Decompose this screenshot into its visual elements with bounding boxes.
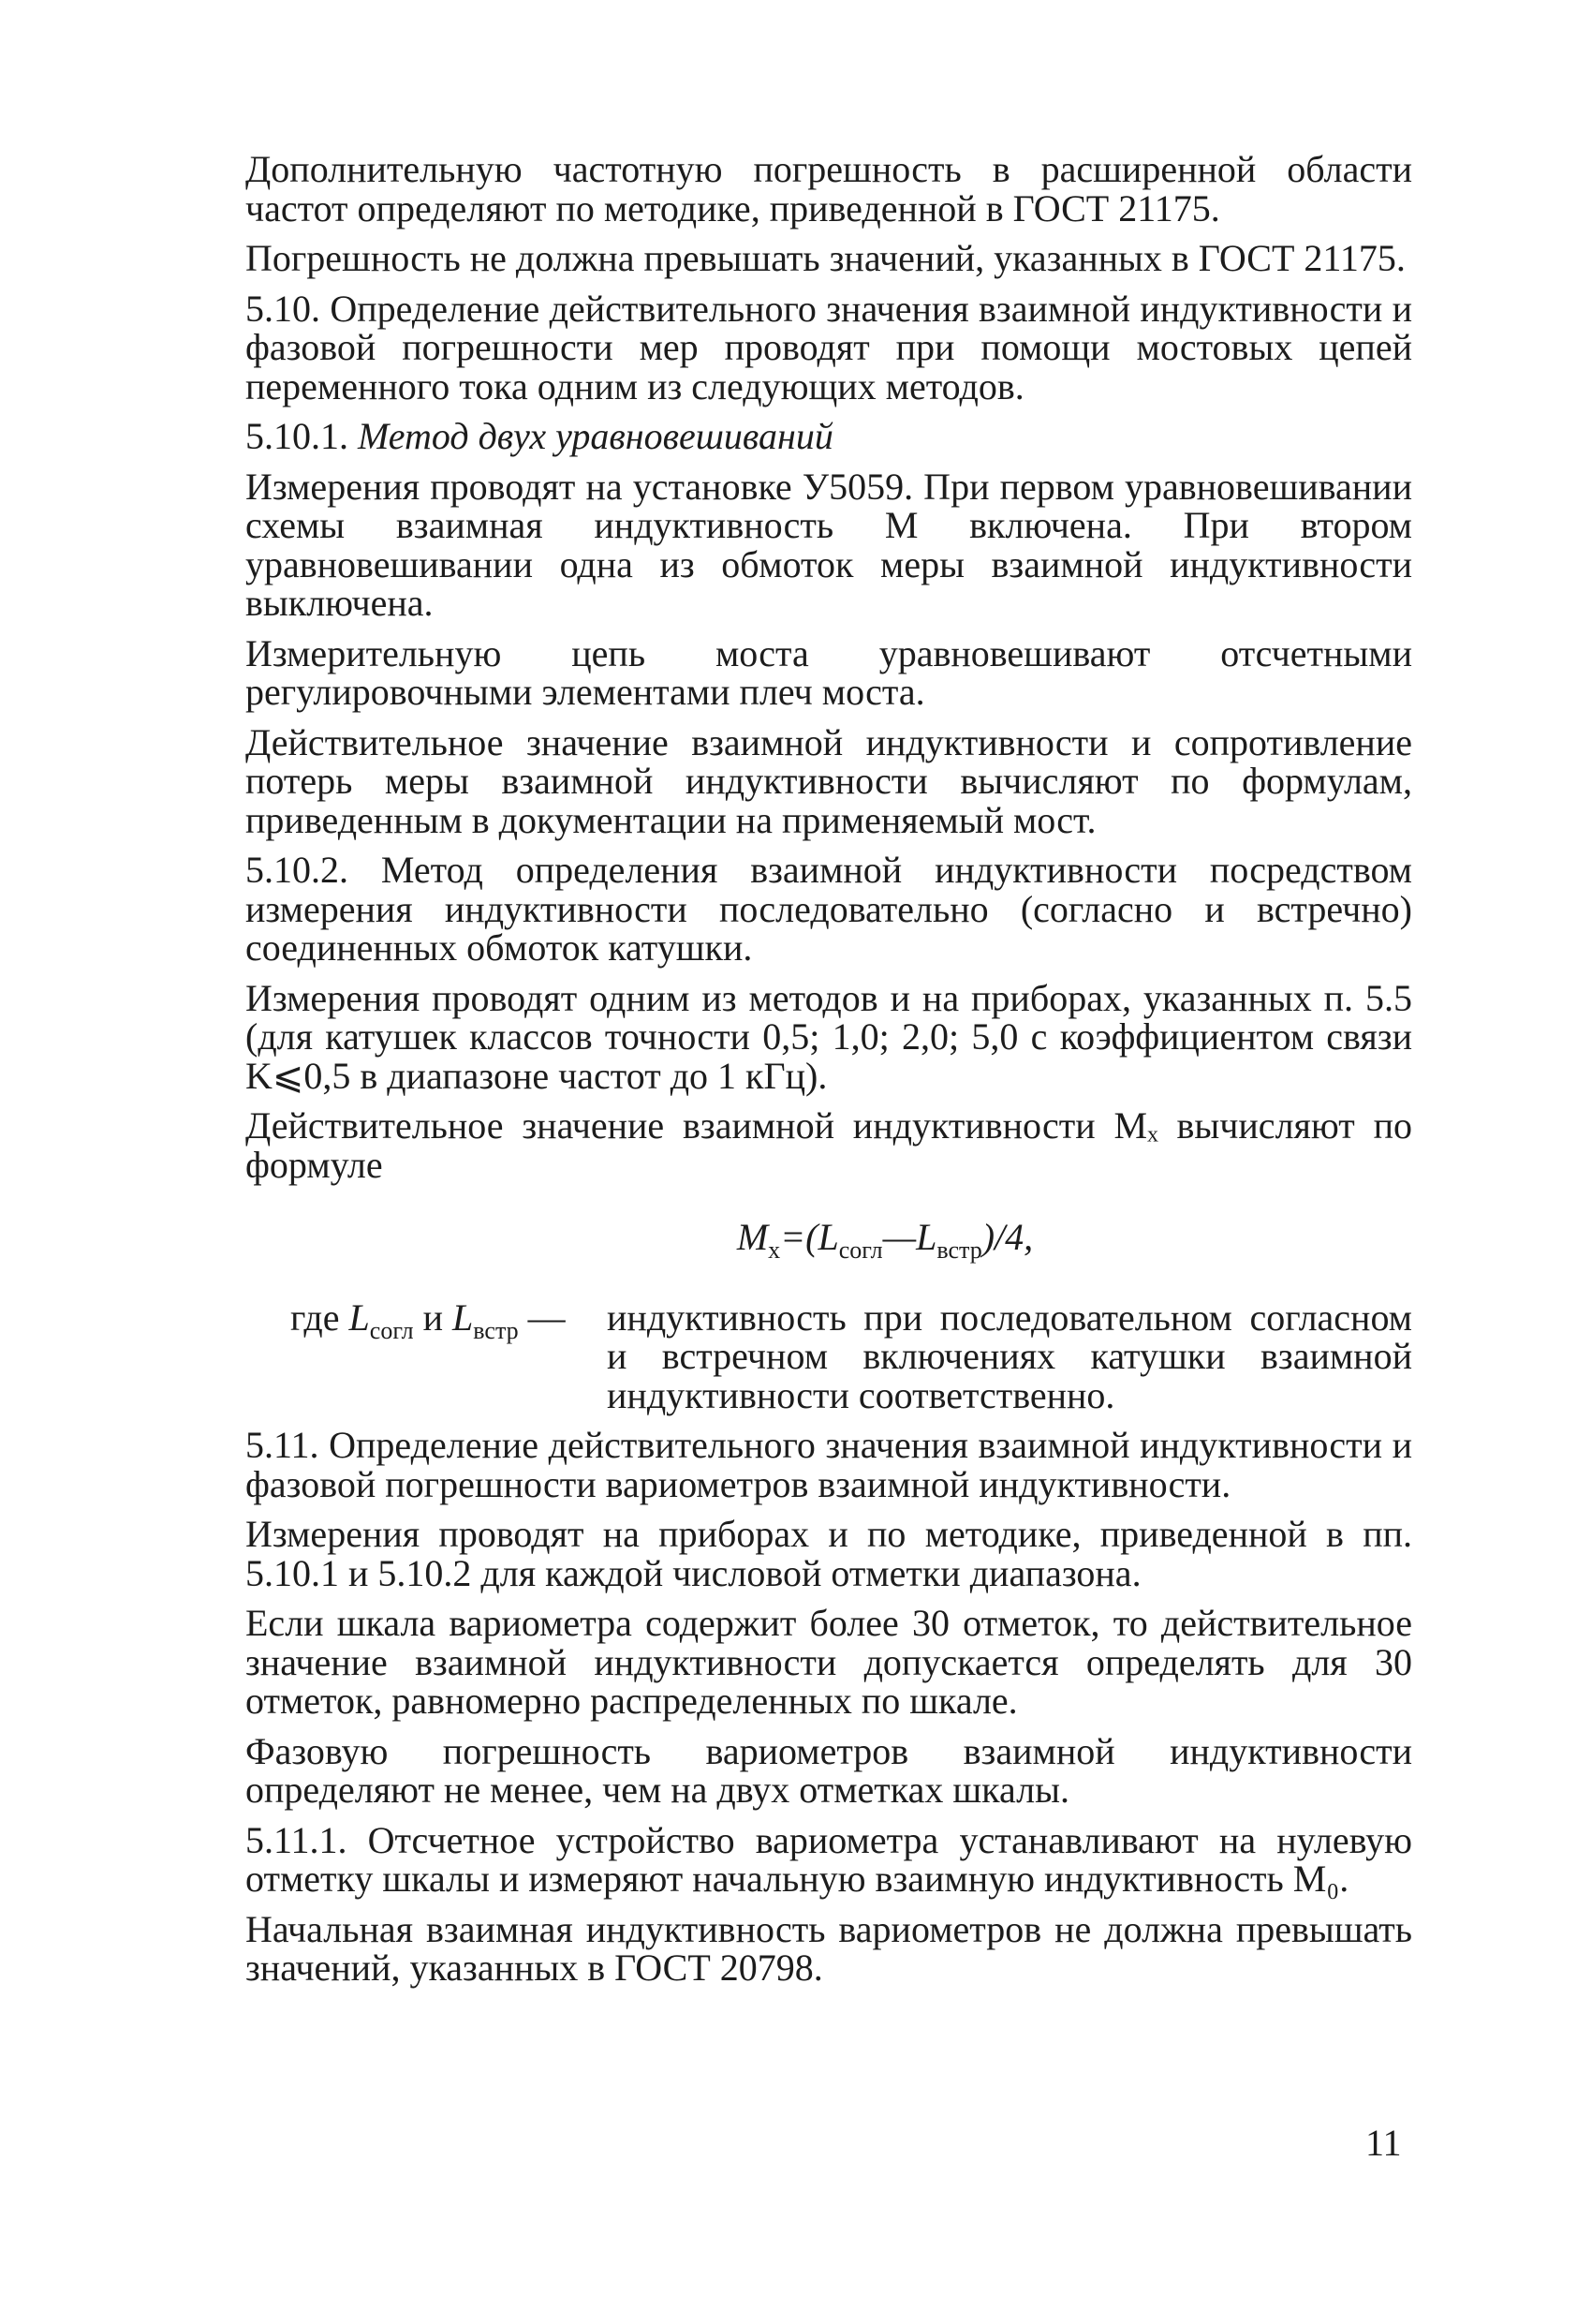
formula-m-sub: x [768,1236,781,1264]
section-5-10-1-heading [245,417,1412,456]
paragraph-5-10-2: 5.10.2. Метод определения взаимной индуктивности посредством измерения индуктивности последовательно (согласно и встречно) соединенных обмоток катушки. [245,849,1412,969]
legend-dash: — [518,1295,566,1339]
formula-eq: =( [780,1216,818,1258]
legend-prefix: где [290,1295,349,1339]
paragraph-bridge-balancing: Измерительную цепь моста уравновешивают отсчетными регулировочными элементами плеч моста. [245,631,1412,713]
paragraph-phase-error: Фазовую погрешность вариометров взаимной индуктивности определяют не менее, чем на двух отметках шкалы. [245,1729,1412,1811]
page-number: 11 [1365,2122,1402,2164]
paragraph-5-11-measurements: Измерения проводят на приборах и по методике, приведенной в пп. 5.10.1 и 5.10.2 для каждой числовой отметки диапазона. [245,1513,1412,1594]
paragraph-formula-intro: Действительное значение взаимной индуктивности Mₓ вычисляют по формуле [245,1104,1412,1186]
legend-and: и [413,1295,453,1339]
paragraph-5-10: 5.10. Определение действительного значения взаимной индуктивности и фазовой погрешности мер проводят при помощи мостовых цепей переменного тока одним из следующих методов. [245,287,1412,407]
legend-l1-sub: согл [369,1316,414,1344]
legend-l2-sub: встр [473,1316,519,1344]
page-body [245,150,1412,1999]
formula-minus: — [882,1216,917,1258]
section-title: Метод двух уравновешиваний [358,415,833,457]
formula-m: M [736,1216,769,1258]
formula-l2-sub: встр [936,1236,982,1264]
paragraph-5-11-1: 5.11.1. Отсчетное устройство вариометра устанавливают на нулевую отметку шкалы и измеряют начальную взаимную индуктивность M₀. [245,1818,1412,1900]
formula-legend [245,1295,1412,1416]
paragraph-error-limit: Погрешность не должна превышать значений, указанных в ГОСТ 21175. [245,237,1406,279]
formula-l1: L [818,1216,839,1258]
legend-l2: L [452,1295,474,1339]
legend-l1: L [348,1295,370,1339]
section-number: 5.10.1. [245,415,348,457]
paragraph-u5059-measurements: Измерения проводят на установке У5059. При первом уравновешивании схемы взаимная индуктивность M включена. При втором уравновешивании одна из обмоток меры взаимной индуктивности выключена. [245,465,1412,624]
paragraph-initial-inductance: Начальная взаимная индуктивность вариометров не должна превышать значений, указанных в ГОСТ 20798. [245,1907,1412,1989]
formula-mx [245,1218,1412,1270]
paragraph-additional-frequency-error: Дополнительную частотную погрешность в расширенной области частот определяют по методике, приведенной в ГОСТ 21175. [245,148,1412,229]
paragraph-measurement-methods: Измерения проводят одним из методов и на приборах, указанных п. 5.5 (для катушек классов точности 0,5; 1,0; 2,0; 5,0 с коэффициентом связи K⩽0,5 в диапазоне частот до 1 кГц). [245,976,1412,1097]
formula-l2: L [916,1216,937,1258]
paragraph-5-11: 5.11. Определение действительного значения взаимной индуктивности и фазовой погрешности вариометров взаимной индуктивности. [245,1424,1412,1505]
formula-l1-sub: согл [838,1236,883,1264]
legend-symbols [245,1295,607,1415]
legend-description: индуктивность при последовательном согласном и встречном включениях катушки взаимной индуктивности соответственно. [607,1295,1412,1416]
paragraph-30-marks: Если шкала вариометра содержит более 30 отметок, то действительное значение взаимной индуктивности допускается определять для 30 отметок, равномерно распределенных по шкале. [245,1602,1412,1722]
formula-tail: )/4, [981,1216,1034,1258]
paragraph-actual-value-calculation: Действительное значение взаимной индуктивности и сопротивление потерь меры взаимной индуктивности вычисляют по формулам, приведенным в документации на применяемый мост. [245,720,1412,841]
